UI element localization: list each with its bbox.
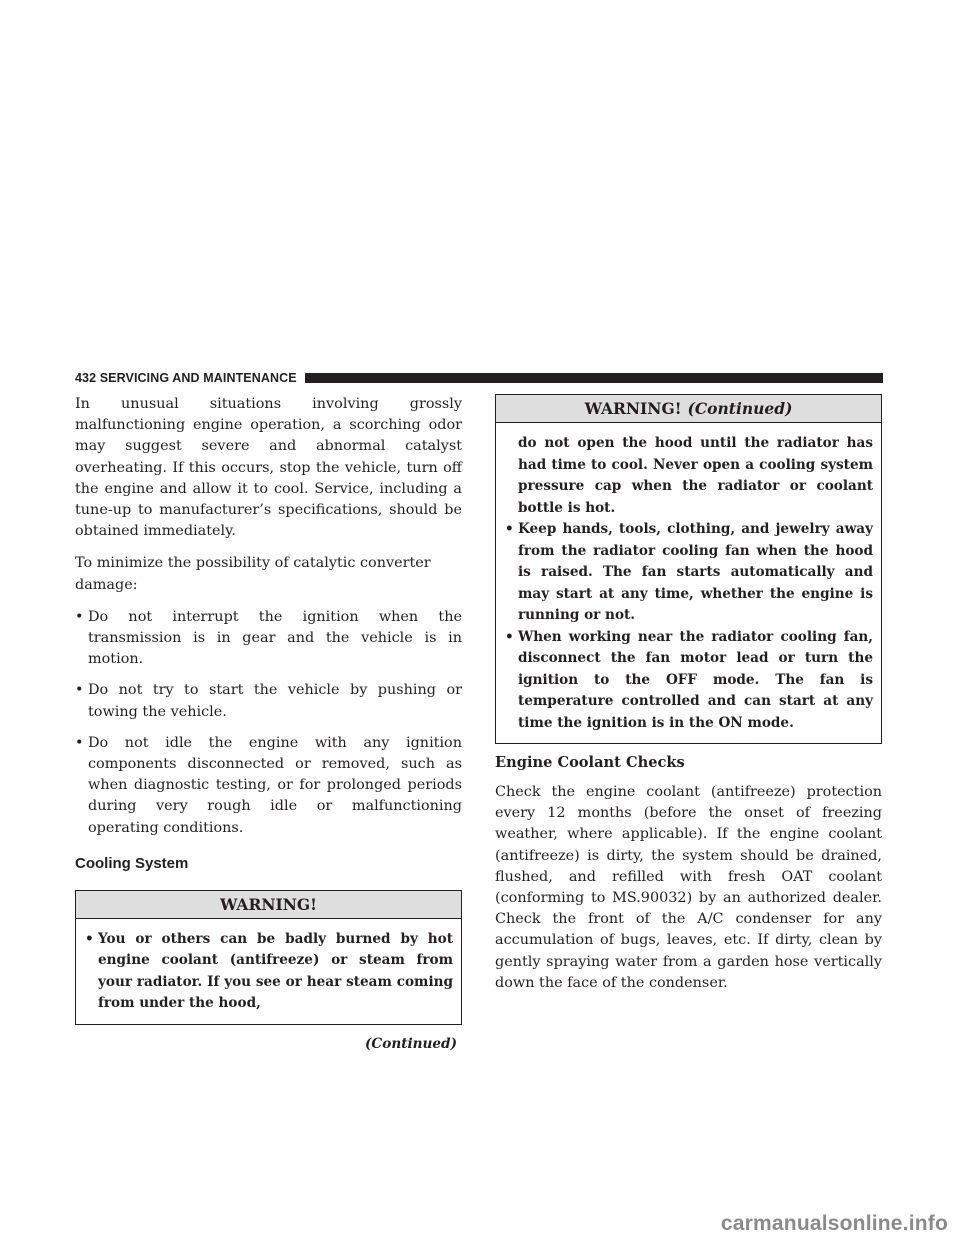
- continued-label: (Continued): [365, 1035, 457, 1052]
- list-item: • Do not idle the engine with any ignition components disconnected or removed, such as when diagnostic testing, or for prolonged periods during very rough idle or malfunctioning operating conditions.: [75, 734, 462, 836]
- catalyst-paragraph: In unusual situations involving grossly malfunctioning engine operation, a scorching odor may suggest severe and abnormal catalyst overheating. If this occurs, stop the vehicle, turn off the engine and allow it to cool. Service, including a tune-up to manufacturer’s specifications, should be obtained immediately.: [75, 396, 462, 540]
- warning-box-continued: [495, 394, 882, 744]
- bullet-icon: •: [75, 608, 84, 625]
- bullet-icon: •: [505, 628, 514, 645]
- minimize-damage-paragraph: To minimize the possibility of catalytic converter damage:: [75, 555, 431, 593]
- bullet-icon: •: [75, 734, 84, 751]
- coolant-check-paragraph: Check the engine coolant (antifreeze) protection every 12 months (before the onset of freezing weather, where applicable). If the engine coolant (antifreeze) is dirty, the system should be drained, flushed, and refilled with fresh OAT coolant (conforming to MS.90032) by an authorized dealer. Check the front of the A/C condenser for any accumulation of bugs, leaves, etc. If dirty, clean by gently spraying water from a garden hose vertically down the face of the condenser.: [495, 784, 882, 991]
- section-title: Cooling System: [75, 854, 189, 872]
- page-header: [75, 370, 883, 386]
- watermark-text: carmanualsonline.info: [720, 1212, 948, 1235]
- list-item: • Do not try to start the vehicle by pushing or towing the vehicle.: [75, 682, 462, 720]
- warning-title: WARNING! (Continued): [496, 395, 881, 423]
- subsection-title: Engine Coolant Checks: [495, 754, 685, 771]
- header-rule: [305, 373, 883, 383]
- page-number-and-chapter: 432 SERVICING AND MAINTENANCE: [75, 371, 297, 385]
- warning-body: [76, 919, 461, 1024]
- list-item: • When working near the radiator cooling fan, disconnect the fan motor lead or turn the ignition to the OFF mode. The fan is temperature controlled and can start at any time the ignition is in the ON mode.: [505, 628, 873, 731]
- catalyst-bullet-list: [75, 607, 462, 839]
- bullet-icon: •: [505, 521, 514, 537]
- warning-continued-text: do not open the hood until the radiator has had time to cool. Never open a cooling system pressure cap when the radiator or coolant bottle is hot.: [518, 435, 873, 516]
- warning-box: [75, 890, 462, 1025]
- left-column: [75, 394, 462, 1052]
- list-item: • Do not interrupt the ignition when the transmission is in gear and the vehicle is in motion.: [75, 608, 462, 668]
- right-column: [495, 394, 882, 1005]
- list-item: • You or others can be badly burned by hot engine coolant (antifreeze) or steam from your radiator. If you see or hear steam coming from under the hood,: [85, 930, 453, 1012]
- bullet-icon: •: [75, 682, 84, 699]
- warning-body: [496, 423, 881, 743]
- bullet-icon: •: [85, 930, 94, 947]
- list-item: • Keep hands, tools, clothing, and jewelry away from the radiator cooling fan when the hood is raised. The fan starts automatically and may start at any time, whether the engine is running or not.: [505, 521, 873, 623]
- warning-title: WARNING!: [76, 891, 461, 919]
